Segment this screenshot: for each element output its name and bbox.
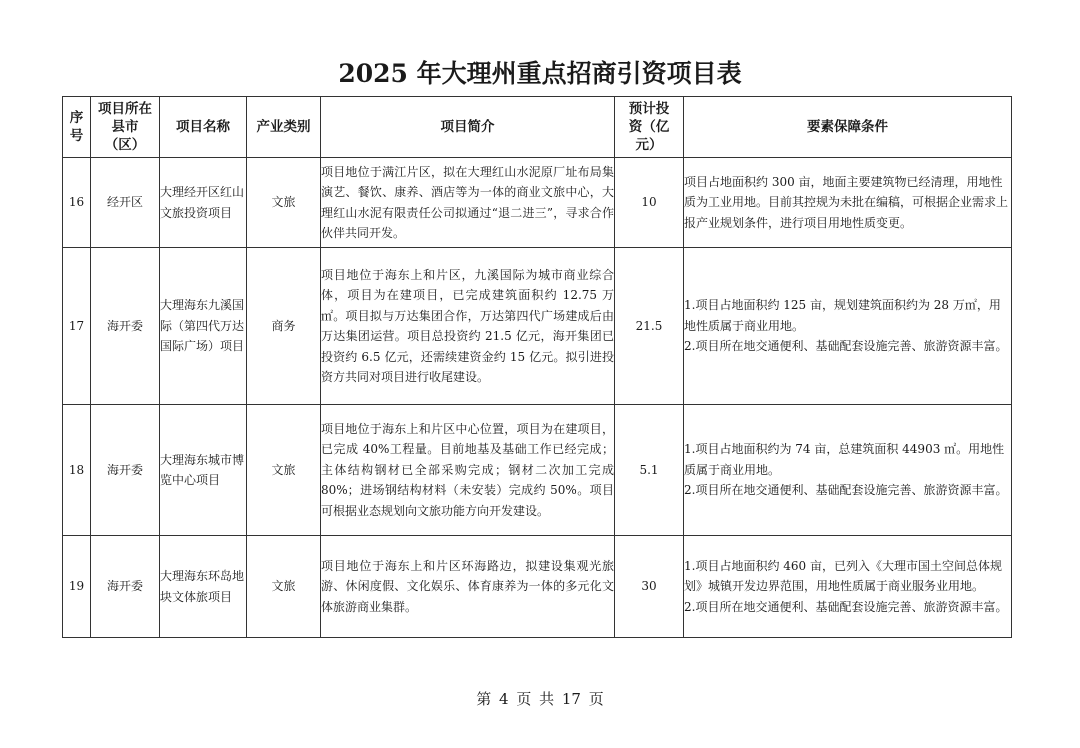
row-county: 海开委 (91, 405, 160, 536)
header-conditions: 要素保障条件 (684, 97, 1012, 158)
condition-item: 2.项目所在地交通便利、基础配套设施完善、旅游资源丰富。 (684, 599, 1008, 614)
table-row (63, 405, 1012, 536)
header-industry: 产业类别 (247, 97, 321, 158)
page-title: 2025 年大理州重点招商引资项目表 (338, 59, 742, 88)
row-seq: 19 (63, 536, 91, 638)
row-seq: 18 (63, 405, 91, 536)
project-table (62, 96, 1012, 638)
row-industry: 商务 (247, 248, 321, 405)
table-row (63, 536, 1012, 638)
row-county: 经开区 (91, 158, 160, 248)
row-intro: 项目地位于海东上和片区，九溪国际为城市商业综合体，项目为在建项目，已完成建筑面积约 12.75 万㎡。项目拟与万达集团合作，万达第四代广场建成后由万达集团运营。项目总投资约 21.5 亿元，海开集团已投资约 6.5 亿元，还需续建资金约 15 亿元。拟引进投资方共同对项目进行收尾建设。 (321, 248, 615, 405)
row-investment: 21.5 (615, 248, 684, 405)
condition-item: 2.项目所在地交通便利、基础配套设施完善、旅游资源丰富。 (684, 339, 1008, 354)
row-seq: 16 (63, 158, 91, 248)
row-intro: 项目地位于海东上和片区中心位置，项目为在建项目，已完成 40%工程量。目前地基及基础工作已经完成；主体结构钢材已全部采购完成；钢材二次加工完成 80%；进场钢结构材料（未安装）完成约 50%。项目可根据业态规划向文旅功能方向开发建设。 (321, 405, 615, 536)
row-name: 大理海东环岛地块文体旅项目 (160, 536, 247, 638)
condition-item: 项目占地面积约 300 亩，地面主要建筑物已经清理，用地性质为工业用地。目前其控规为未批在编稿，可根据企业需求上报产业规划条件，进行项目用地性质变更。 (684, 174, 1009, 230)
header-intro: 项目简介 (321, 97, 615, 158)
header-name: 项目名称 (160, 97, 247, 158)
row-intro: 项目地位于满江片区，拟在大理红山水泥原厂址布局集演艺、餐饮、康养、酒店等为一体的商业文旅中心，大理红山水泥有限责任公司拟通过“退二进三”，寻求合作伙伴共同开发。 (321, 158, 615, 248)
row-seq: 17 (63, 248, 91, 405)
condition-item: 1.项目占地面积约 460 亩，已列入《大理市国土空间总体规划》城镇开发边界范围，用地性质属于商业服务业用地。 (684, 558, 1002, 594)
row-conditions (684, 158, 1012, 248)
row-conditions (684, 248, 1012, 405)
header-county: 项目所在县市（区） (91, 97, 160, 158)
row-name: 大理经开区红山文旅投资项目 (160, 158, 247, 248)
header-seq: 序号 (63, 97, 91, 158)
condition-item: 2.项目所在地交通便利、基础配套设施完善、旅游资源丰富。 (684, 483, 1008, 498)
row-investment: 10 (615, 158, 684, 248)
row-name: 大理海东九溪国际（第四代万达国际广场）项目 (160, 248, 247, 405)
table-row (63, 248, 1012, 405)
page-number: 第 4 页 共 17 页 (476, 690, 604, 708)
row-intro: 项目地位于海东上和片区环海路边，拟建设集观光旅游、休闲度假、文化娱乐、体育康养为一体的多元化文体旅游商业集群。 (321, 536, 615, 638)
row-county: 海开委 (91, 248, 160, 405)
row-name: 大理海东城市博览中心项目 (160, 405, 247, 536)
row-county: 海开委 (91, 536, 160, 638)
table-header-row (63, 97, 1012, 158)
row-conditions (684, 405, 1012, 536)
condition-item: 1.项目占地面积约为 74 亩，总建筑面积 44903 ㎡。用地性质属于商业用地。 (684, 442, 1005, 477)
row-industry: 文旅 (247, 405, 321, 536)
header-investment: 预计投资（亿元） (615, 97, 684, 158)
row-investment: 5.1 (615, 405, 684, 536)
row-industry: 文旅 (247, 158, 321, 248)
table-row (63, 158, 1012, 248)
row-conditions (684, 536, 1012, 638)
row-industry: 文旅 (247, 536, 321, 638)
row-investment: 30 (615, 536, 684, 638)
condition-item: 1.项目占地面积约 125 亩，规划建筑面积约为 28 万㎡，用地性质属于商业用地。 (684, 298, 1001, 333)
